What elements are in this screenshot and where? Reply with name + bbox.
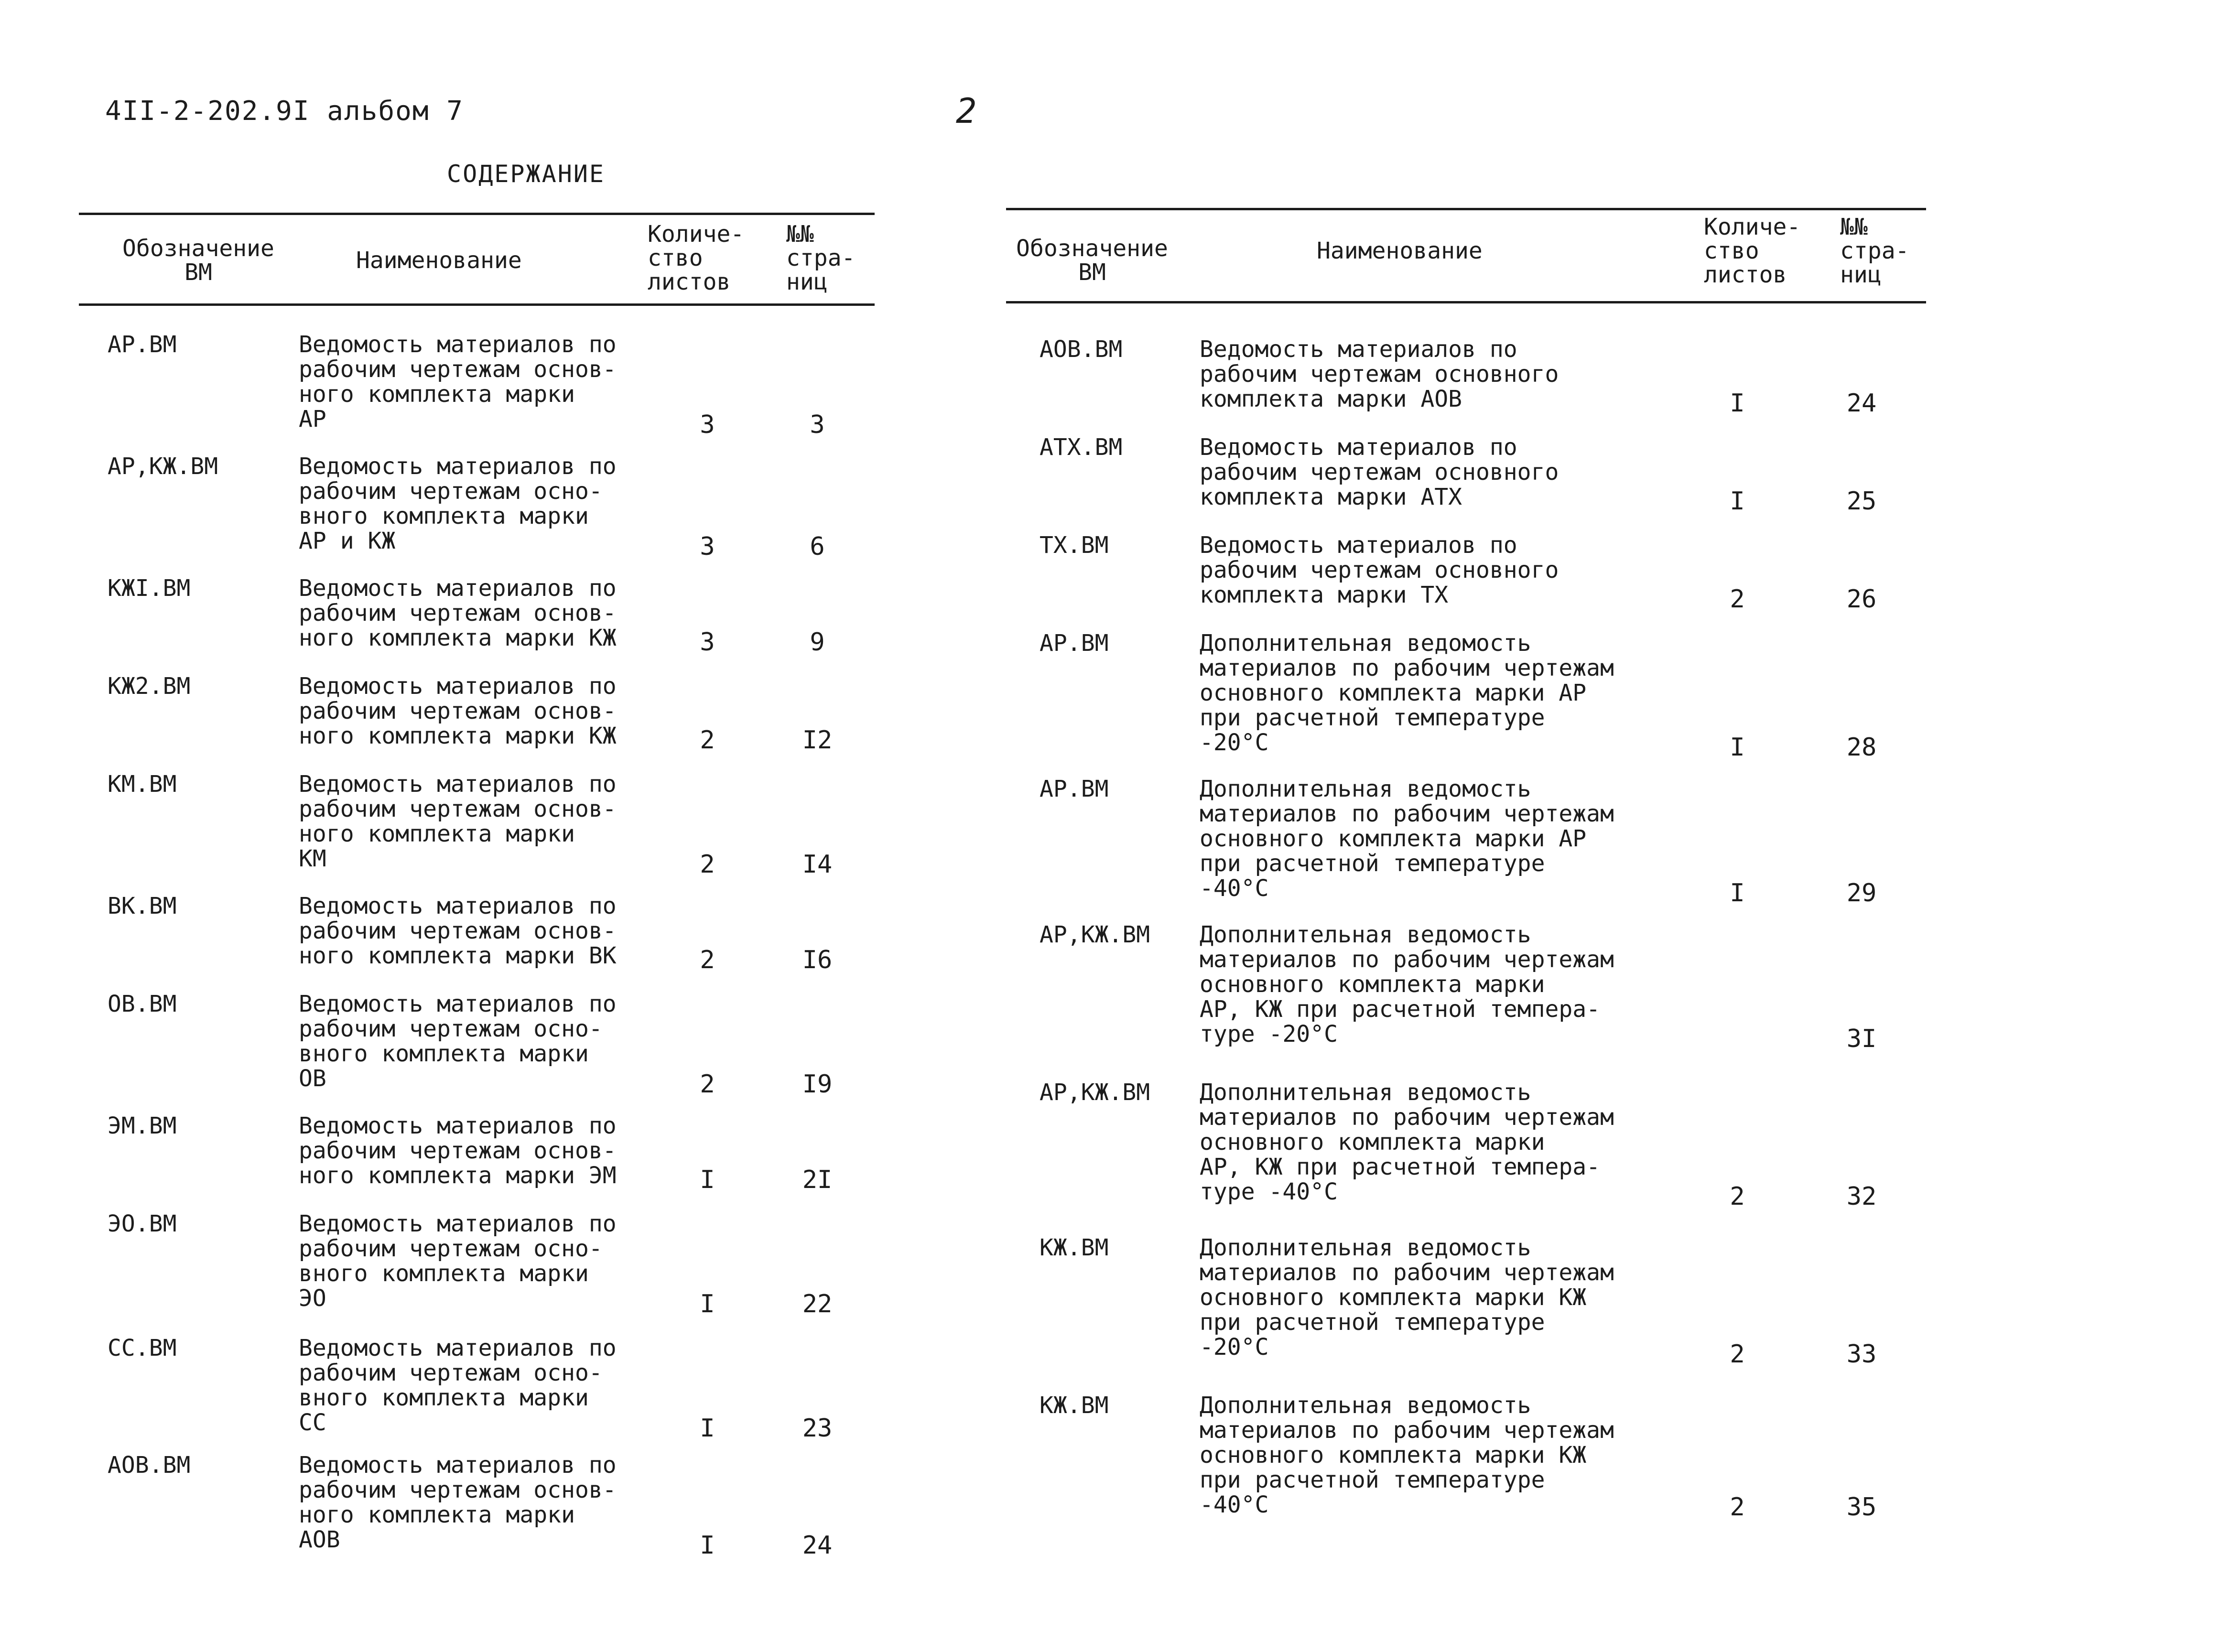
row-code: КЖ.ВМ [1040, 1234, 1109, 1261]
row-sheets: I [700, 1414, 715, 1443]
row-name: Ведомость материалов по рабочим чертежам основного комплекта марки АТХ [1200, 434, 1559, 510]
row-code: АТХ.ВМ [1040, 434, 1123, 461]
row-name: Дополнительная ведомость материалов по рабочим чертежам основного комплекта марки КЖ при расчетной температуре -40°С [1200, 1392, 1614, 1518]
document-code: 4II-2-202.9I альбом 7 [105, 96, 464, 127]
row-code: АР.ВМ [1040, 776, 1109, 802]
row-code: АР,КЖ.ВМ [1040, 1079, 1150, 1106]
row-page: 28 [1846, 733, 1877, 762]
column-header-code: Обозначение ВМ [122, 235, 274, 286]
row-code: ОВ.ВМ [108, 991, 177, 1017]
row-name: Ведомость материалов по рабочим чертежам осно- вного комплекта марки СС [299, 1335, 617, 1436]
row-name: Дополнительная ведомость материалов по рабочим чертежам основного комплекта марки КЖ при расчетной температуре -20°С [1200, 1234, 1614, 1360]
table-row [79, 674, 875, 753]
row-sheets: I [1730, 389, 1745, 418]
row-sheets: 2 [1730, 585, 1745, 614]
row-name: Ведомость материалов по рабочим чертежам основ- ного комплекта марки КЖ [299, 575, 617, 651]
table-row [1006, 337, 1926, 416]
column-header-pages: №№ стра- ниц [1840, 214, 1909, 288]
row-sheets: 2 [700, 1070, 715, 1099]
row-page: I6 [802, 946, 833, 974]
row-name: Ведомость материалов по рабочим чертежам основ- ного комплекта марки КМ [299, 771, 617, 872]
row-page: 6 [810, 532, 825, 561]
row-page: I4 [802, 850, 833, 879]
table-row [1006, 533, 1926, 612]
row-name: Ведомость материалов по рабочим чертежам основ- ного комплекта марки АР [299, 331, 617, 432]
row-name: Ведомость материалов по рабочим чертежам основ- ного комплекта марки КЖ [299, 673, 617, 749]
table-row [1006, 1235, 1926, 1367]
row-name: Дополнительная ведомость материалов по рабочим чертежам основного комплекта марки АР, КЖ при расчетной темпера- туре -20°С [1200, 921, 1614, 1047]
row-sheets: 2 [700, 726, 715, 755]
row-page: 35 [1846, 1493, 1877, 1522]
row-code: АР.ВМ [1040, 630, 1109, 657]
row-name: Ведомость материалов по рабочим чертежам осно- вного комплекта марки АР и КЖ [299, 453, 617, 554]
table-row [79, 772, 875, 877]
column-header-name: Наименование [356, 247, 522, 274]
table-row [79, 454, 875, 559]
row-code: КМ.ВМ [108, 771, 177, 798]
table-row [79, 1453, 875, 1558]
row-sheets: 3 [700, 532, 715, 561]
column-header-code: Обозначение ВМ [1016, 235, 1168, 286]
row-code: АР,КЖ.ВМ [108, 453, 218, 480]
header-top-rule [1006, 208, 1926, 210]
column-header-name: Наименование [1317, 238, 1483, 264]
row-sheets: 2 [700, 946, 715, 974]
header-bottom-rule [79, 303, 875, 306]
row-code: ЭО.ВМ [108, 1210, 177, 1237]
table-row [79, 1336, 875, 1441]
row-code: АОВ.ВМ [108, 1452, 191, 1479]
row-name: Ведомость материалов по рабочим чертежам основного комплекта марки ТХ [1200, 532, 1559, 608]
table-row [79, 576, 875, 655]
toc-table-right [1006, 208, 1926, 1570]
row-sheets: I [1730, 487, 1745, 516]
table-row [1006, 777, 1926, 906]
table-row [79, 332, 875, 437]
column-header-sheets: Количе- ство листов [1704, 214, 1801, 288]
row-sheets: I [1730, 733, 1745, 762]
row-name: Ведомость материалов по рабочим чертежам основного комплекта марки АОВ [1200, 336, 1559, 412]
row-code: КЖ2.ВМ [108, 673, 191, 700]
table-row [1006, 435, 1926, 514]
row-page: I2 [802, 726, 833, 755]
row-name: Дополнительная ведомость материалов по рабочим чертежам основного комплекта марки АР, КЖ при расчетной темпера- туре -40°С [1200, 1079, 1614, 1205]
row-page: 32 [1846, 1182, 1877, 1211]
row-sheets: 3 [700, 410, 715, 439]
row-name: Дополнительная ведомость материалов по рабочим чертежам основного комплекта марки АР при расчетной температуре -40°С [1200, 776, 1614, 902]
row-page: 33 [1846, 1340, 1877, 1369]
column-header-sheets: Количе- ство листов [648, 221, 745, 295]
row-code: АОВ.ВМ [1040, 336, 1123, 363]
row-sheets: 3 [700, 628, 715, 657]
row-page: 2I [802, 1166, 833, 1194]
header-bottom-rule [1006, 301, 1926, 303]
row-page: 24 [802, 1531, 833, 1560]
row-sheets: I [700, 1290, 715, 1318]
row-sheets: 2 [700, 850, 715, 879]
row-code: ТХ.ВМ [1040, 532, 1109, 559]
column-header-pages: №№ стра- ниц [786, 221, 856, 295]
header-top-rule [79, 213, 875, 215]
row-code: СС.ВМ [108, 1335, 177, 1361]
table-row [1006, 1393, 1926, 1520]
table-row [79, 1113, 875, 1192]
row-sheets: 2 [1730, 1340, 1745, 1369]
table-row [79, 992, 875, 1097]
row-sheets: 2 [1730, 1493, 1745, 1522]
row-name: Ведомость материалов по рабочим чертежам осно- вного комплекта марки ОВ [299, 991, 617, 1092]
row-code: АР,КЖ.ВМ [1040, 921, 1150, 948]
row-page: 25 [1846, 487, 1877, 516]
row-page: I9 [802, 1070, 833, 1099]
row-sheets: I [1730, 879, 1745, 907]
row-page: 22 [802, 1290, 833, 1318]
row-name: Ведомость материалов по рабочим чертежам основ- ного комплекта марки ЭМ [299, 1112, 617, 1189]
toc-title: СОДЕРЖАНИЕ [447, 160, 606, 188]
row-code: ВК.ВМ [108, 893, 177, 919]
row-name: Дополнительная ведомость материалов по рабочим чертежам основного комплекта марки АР при расчетной температуре -20°С [1200, 630, 1614, 756]
page-number: 2 [956, 91, 977, 131]
row-page: 26 [1846, 585, 1877, 614]
row-name: Ведомость материалов по рабочим чертежам основ- ного комплекта марки ВК [299, 893, 617, 969]
row-page: 3 [810, 410, 825, 439]
row-code: КЖI.ВМ [108, 575, 191, 602]
row-page: 9 [810, 628, 825, 657]
row-sheets: I [700, 1166, 715, 1194]
table-row [1006, 631, 1926, 760]
row-sheets: I [700, 1531, 715, 1560]
row-page: 3I [1846, 1025, 1877, 1053]
table-row [1006, 1080, 1926, 1209]
toc-table-left [79, 213, 875, 1575]
row-page: 29 [1846, 879, 1877, 907]
table-row [79, 1211, 875, 1317]
row-page: 23 [802, 1414, 833, 1443]
row-name: Ведомость материалов по рабочим чертежам основ- ного комплекта марки АОВ [299, 1452, 617, 1553]
table-row [79, 894, 875, 972]
row-page: 24 [1846, 389, 1877, 418]
row-sheets: 2 [1730, 1182, 1745, 1211]
row-code: АР.ВМ [108, 331, 177, 358]
row-code: КЖ.ВМ [1040, 1392, 1109, 1419]
row-code: ЭМ.ВМ [108, 1112, 177, 1139]
table-row [1006, 922, 1926, 1051]
row-name: Ведомость материалов по рабочим чертежам осно- вного комплекта марки ЭО [299, 1210, 617, 1312]
